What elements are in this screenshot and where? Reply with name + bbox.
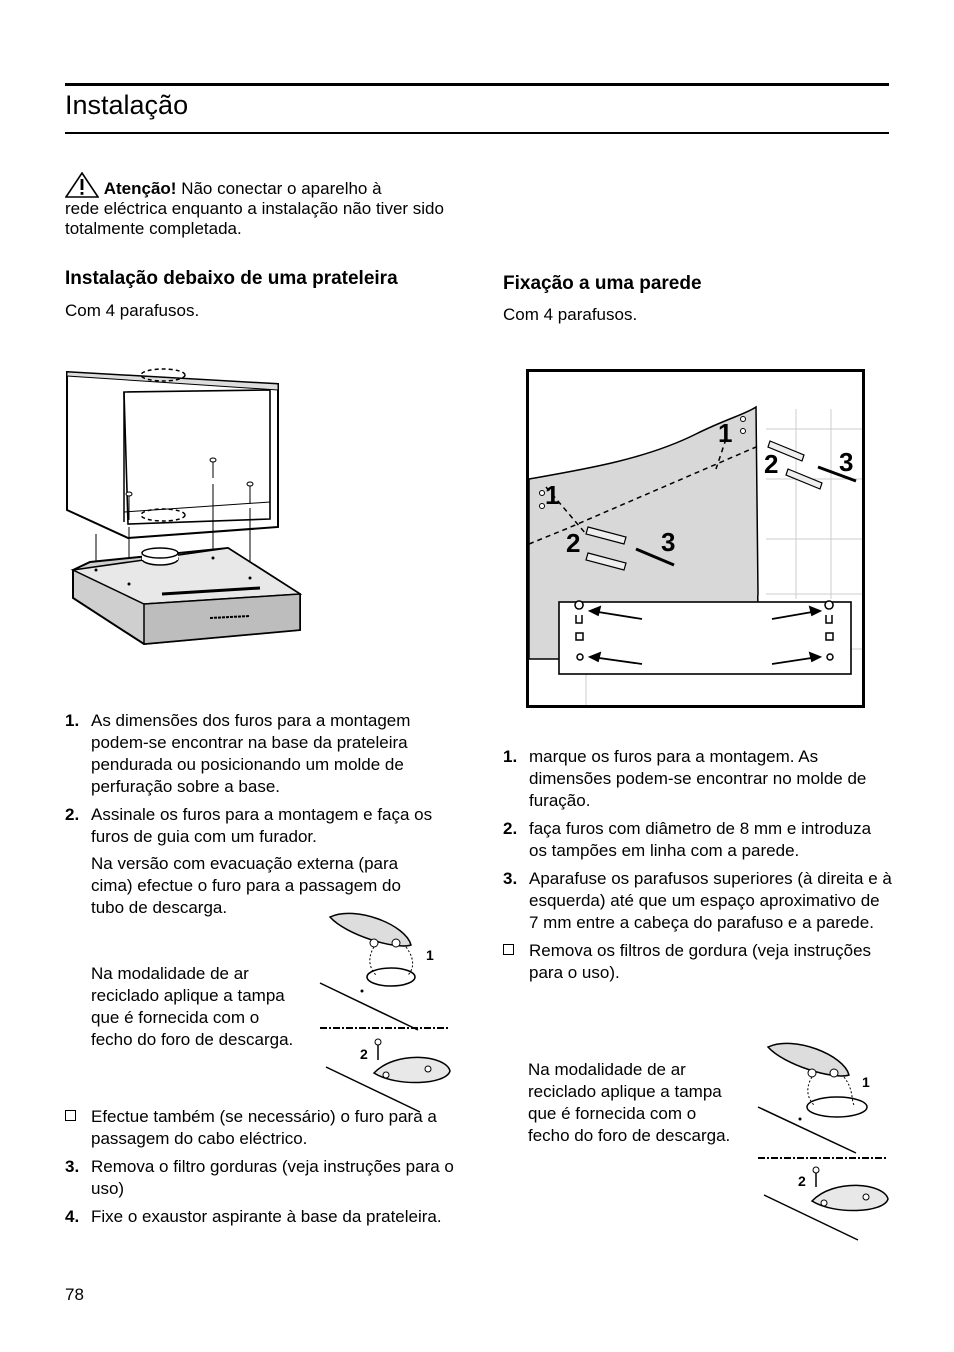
checkbox-icon [65, 1110, 76, 1121]
step-number: 4. [65, 1207, 80, 1226]
cover-label-1: 1 [426, 947, 434, 963]
diagram-label: 3 [839, 447, 854, 477]
list-item [503, 868, 893, 934]
list-item [65, 804, 455, 848]
shelf-mount-illustration [60, 362, 310, 652]
diagram-label: 1 [545, 480, 560, 510]
right-heading: Fixação a uma parede [503, 273, 702, 294]
diagram-label: 1 [718, 418, 733, 448]
external-vent-text: Na versão com evacuação externa (para cima) efectue o furo para a passagem do tubo de descarga. [91, 854, 401, 917]
left-cover-illustration [316, 905, 456, 1115]
cover-label-2: 2 [798, 1173, 806, 1189]
diagram-label: 2 [764, 449, 779, 479]
diagram-label: 2 [566, 528, 581, 558]
left-heading: Instalação debaixo de uma prateleira [65, 268, 398, 289]
left-steps-list [65, 710, 455, 854]
bullet-text: Remova os filtros de gordura (veja instruções para o uso). [529, 941, 872, 982]
step-text: As dimensões dos furos para a montagem podem-se encontrar na base da prateleira pendurada ou posicionando um molde de perfuração sobre a base. [91, 711, 411, 796]
step-text: faça furos com diâmetro de 8 mm e introduza os tampões em linha com a parede. [529, 819, 872, 860]
step-text: Remova o filtro gorduras (veja instruções para o uso) [91, 1157, 454, 1198]
list-item [65, 1206, 455, 1228]
left-steps-after [65, 1106, 455, 1234]
step-text: Fixe o exaustor aspirante à base da prateleira. [91, 1207, 442, 1226]
right-subtitle: Com 4 parafusos. [503, 305, 638, 324]
diagram-label: 3 [661, 527, 676, 557]
warning-block [65, 172, 445, 239]
bullet-text: Efectue também (se necessário) o furo para a passagem do cabo eléctrico. [91, 1107, 437, 1148]
step-number: 1. [503, 747, 518, 766]
step-number: 2. [65, 805, 80, 824]
left-recirc-text: Na modalidade de ar reciclado aplique a tampa que é fornecida com o fecho do foro de descarga. [91, 964, 294, 1049]
list-item [65, 1156, 455, 1200]
warning-triangle-icon [65, 172, 99, 198]
right-steps-list [503, 746, 893, 990]
right-cover-illustration [754, 1035, 894, 1245]
cover-label-2: 2 [360, 1046, 368, 1062]
list-item [503, 746, 893, 812]
step-number: 3. [65, 1157, 80, 1176]
page-title: Instalação [65, 90, 189, 120]
top-rule [65, 83, 889, 86]
cover-label-1: 1 [862, 1074, 870, 1090]
step-number: 1. [65, 711, 80, 730]
page-number: 78 [65, 1285, 84, 1304]
step-number: 2. [503, 819, 518, 838]
warning-text-line1: Não conectar o aparelho à [181, 179, 382, 198]
right-recirc-text: Na modalidade de ar reciclado aplique a tampa que é fornecida com o fecho do foro de descarga. [528, 1060, 731, 1145]
step-text: marque os furos para a montagem. As dimensões podem-se encontrar no molde de furação. [529, 747, 867, 810]
step-number: 3. [503, 869, 518, 888]
warning-text-rest: rede eléctrica enquanto a instalação não tiver sido totalmente completada. [65, 199, 444, 238]
checkbox-icon [503, 944, 514, 955]
list-item [503, 818, 893, 862]
step-text: Assinale os furos para a montagem e faça os furos de guia com um furador. [91, 805, 433, 846]
list-item [503, 940, 893, 984]
list-item [65, 710, 455, 798]
step-text: Aparafuse os parafusos superiores (à direita e à esquerda) até que um espaço aproximativo de 7 mm entre a cabeça do parafuso e a parede. [529, 869, 892, 932]
title-underline [65, 132, 889, 134]
wall-mount-illustration [526, 369, 866, 709]
warning-label: Atenção! [103, 179, 177, 198]
left-subtitle: Com 4 parafusos. [65, 301, 200, 320]
list-item [65, 1106, 455, 1150]
